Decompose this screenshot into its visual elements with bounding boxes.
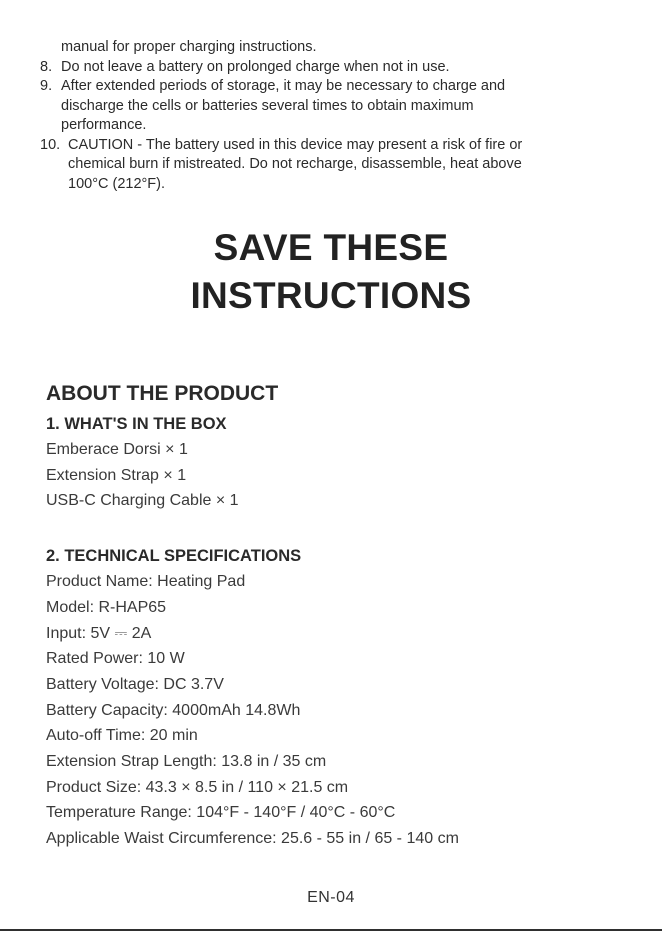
box-contents-heading: 1. WHAT'S IN THE BOX [46,415,227,433]
warning-line: performance. [61,117,147,133]
warning-text [68,136,600,195]
warning-number: 9. [40,78,53,94]
about-product-section [46,380,626,852]
section-heading: ABOUT THE PRODUCT [46,382,279,405]
warning-text [61,58,600,78]
list-item: Emberace Dorsi × 1 [46,441,188,458]
specifications-heading: 2. TECHNICAL SPECIFICATIONS [46,547,302,566]
warning-line: Do not leave a battery on prolonged charge when not in use. [61,58,450,75]
spec-item: Rated Power: 10 W [46,650,185,668]
list-item: USB-C Charging Cable × 1 [46,492,239,510]
warning-line: After extended periods of storage, it may be necessary to charge and [61,78,506,94]
warning-number: 8. [40,58,53,75]
warning-item-10 [40,136,600,195]
spec-item: Extension Strap Length: 13.8 in / 35 cm [46,753,327,771]
save-title-line-2: INSTRUCTIONS [190,275,472,316]
spec-item: Input: 5V ⎓ 2A [46,624,152,642]
warning-text [61,77,600,136]
warning-item-9 [40,77,600,136]
warning-line: 100°C (212°F). [68,175,166,192]
spec-item: Auto-off Time: 20 min [46,727,198,745]
save-title-line-1: SAVE THESE [213,227,449,268]
warning-continued-line: manual for proper charging instructions. [61,39,317,55]
warning-number: 10. [40,136,61,153]
warning-line: discharge the cells or batteries several times to obtain maximum [61,97,474,114]
spec-item: Product Name: Heating Pad [46,573,246,591]
warning-line: CAUTION - The battery used in this device may present a risk of fire or [68,136,523,153]
spec-item: Model: R-HAP65 [46,598,167,616]
page-number: EN-04 [307,889,355,906]
spec-item: Product Size: 43.3 × 8.5 in / 110 × 21.5 cm [46,778,349,796]
spec-item: Battery Capacity: 4000mAh 14.8Wh [46,701,301,719]
specifications-list [46,569,626,852]
list-item: Extension Strap × 1 [46,466,187,484]
warning-item-8 [40,58,600,78]
spec-item: Battery Voltage: DC 3.7V [46,675,224,693]
safety-warnings [40,38,600,194]
warning-line: chemical burn if mistreated. Do not recharge, disassemble, heat above [68,156,522,172]
page-bottom-rule [0,929,662,931]
box-contents-list [46,437,626,514]
spec-item: Applicable Waist Circumference: 25.6 - 55 in / 65 - 140 cm [46,830,459,848]
spec-item: Temperature Range: 104°F - 140°F / 40°C - 60°C [46,804,396,822]
save-instructions-title [0,224,662,320]
